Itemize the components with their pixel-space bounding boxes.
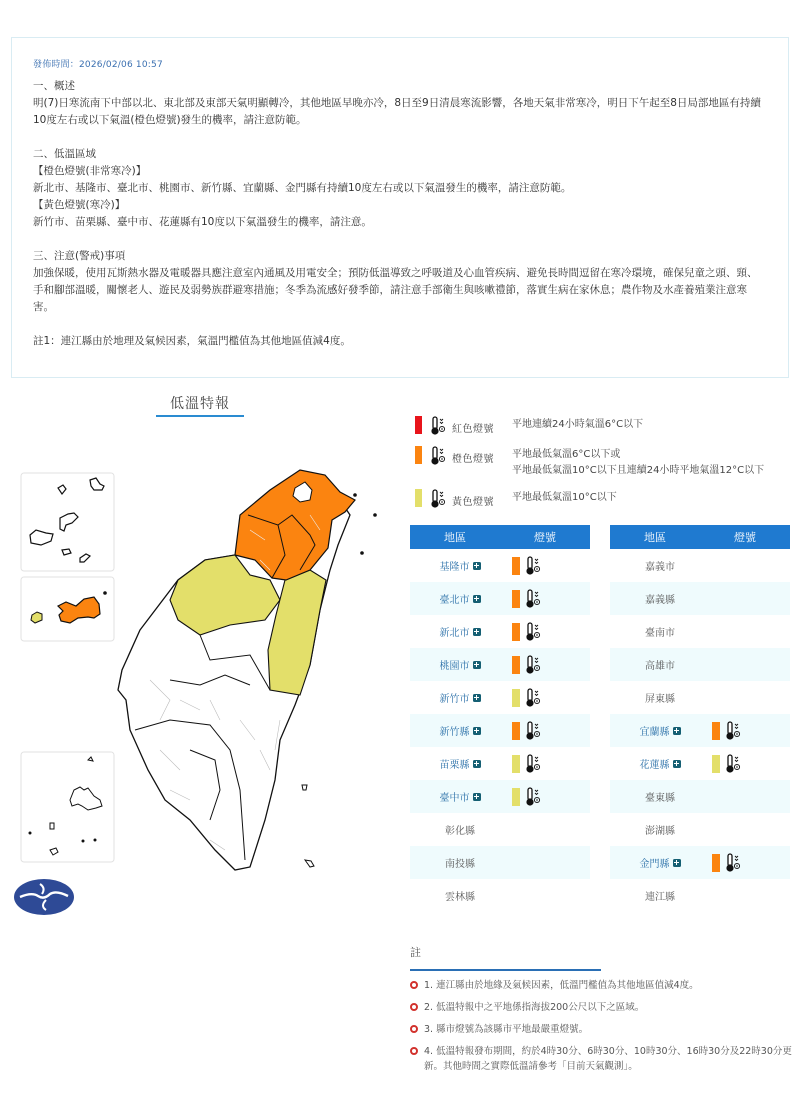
legend-item [415,446,800,479]
thermometer-icon [525,655,541,675]
table-row [410,780,590,813]
notice-sections [33,78,767,350]
table-header [410,525,590,549]
area-cell [610,789,710,804]
cwa-logo-icon [14,879,74,915]
legend-desc-line: 平地最低氣溫6°C以下或 [512,449,621,460]
area-cell[interactable] [610,756,710,771]
legend-desc [512,417,643,433]
notes-title: 註 [410,944,601,971]
county-table-right [610,525,790,912]
expand-plus-icon[interactable] [673,859,681,867]
thermometer-icon [525,556,541,576]
legend-desc-line: 平地最低氣溫10°C以下 [512,492,617,503]
signal-legend [415,416,800,519]
signal-bar [512,557,520,575]
signal-bar [712,722,720,740]
note-text: 3. 縣市燈號為該縣市平地最嚴重燈號。 [424,1024,589,1035]
note-text: 4. 低溫特報發布期間，約於4時30分、6時30分、10時30分、16時30分及22時30分更新。其他時間之實際低溫請參考「目前天氣觀測」。 [424,1046,792,1072]
table-row [610,582,790,615]
legend-desc [512,490,617,506]
signal-bar [512,623,520,641]
legend-desc-line: 平地最低氣溫10°C以下且連續24小時平地氣溫12°C以下 [512,465,765,476]
area-name: 臺東縣 [645,793,675,804]
area-name[interactable]: 新北市 [439,628,470,639]
signal-cell [510,721,590,741]
table-row [410,813,590,846]
header-signal: 燈號 [734,531,756,544]
expand-plus-icon[interactable] [673,760,681,768]
notice-box [11,37,789,378]
area-name: 臺南市 [645,628,675,639]
area-cell [610,591,710,606]
bullet-circle-icon [410,1047,418,1055]
legend-name: 紅色燈號 [452,424,494,435]
thermometer-icon [525,589,541,609]
area-cell[interactable] [610,723,710,738]
table-header [610,525,790,549]
area-cell[interactable] [410,624,510,639]
area-name[interactable]: 苗栗縣 [439,760,470,771]
area-name: 嘉義縣 [645,595,675,606]
legend-desc-line: 平地連續24小時氣溫6°C以下 [512,419,644,430]
bullet-circle-icon [410,981,418,989]
area-cell[interactable] [410,756,510,771]
thermometer-icon [525,721,541,741]
area-name: 彰化縣 [445,826,475,837]
table-row [410,681,590,714]
section-heading: 二、低溫區域 [33,148,96,160]
expand-plus-icon[interactable] [473,760,481,768]
signal-cell [710,721,790,741]
header-area: 地區 [644,531,666,544]
table-row [610,813,790,846]
signal-cell [510,622,590,642]
signal-bar [512,788,520,806]
expand-plus-icon[interactable] [473,793,481,801]
area-cell [410,822,510,837]
area-name[interactable]: 新竹市 [439,694,470,705]
area-name: 嘉義市 [645,562,675,573]
area-cell [410,855,510,870]
legend-name: 橙色燈號 [452,454,494,465]
signal-cell [510,754,590,774]
area-cell[interactable] [410,690,510,705]
area-cell [610,558,710,573]
table-row [410,648,590,681]
thermometer-icon [525,688,541,708]
color-swatch [415,416,422,434]
note-item [410,1022,795,1037]
table-row [410,615,590,648]
thermometer-icon [725,853,741,873]
section-text: 明(7)日寒流南下中部以北、東北部及東部天氣明顯轉冷，其他地區早晚亦冷，8日至9日清晨寒流影響，各地天氣非常寒冷，明日下午起至8日局部地區有持續10度左右或以下氣溫(橙色燈號)發生的機率，請注意防範。 [33,97,761,126]
area-cell [610,657,710,672]
area-cell [610,690,710,705]
bullet-circle-icon [410,1003,418,1011]
signal-bar [512,590,520,608]
thermometer-icon [525,787,541,807]
table-row [410,549,590,582]
thermometer-icon [525,754,541,774]
section-text: 加強保暖，使用瓦斯熱水器及電暖器具應注意室內通風及用電安全；預防低溫導致之呼吸道及心血管疾病、避免長時間逗留在寒冷環境，確保兒童之頭、頸、手和腳部溫暖，關懷老人、遊民及弱勢族群避寒措施；冬季為流感好發季節，請注意手部衛生與咳嗽禮節，落實生病在家休息；農作物及水產養殖業注意寒害。 [33,267,758,313]
note-item [410,1000,795,1015]
expand-plus-icon[interactable] [473,727,481,735]
signal-bar [712,755,720,773]
note-item [410,978,795,993]
table-row [410,747,590,780]
table-row [610,648,790,681]
signal-cell [510,688,590,708]
area-cell[interactable] [610,855,710,870]
bullet-circle-icon [410,1025,418,1033]
table-row [610,681,790,714]
section-heading: 三、注意(警戒)事項 [33,250,126,262]
table-row [410,582,590,615]
expand-plus-icon[interactable] [473,694,481,702]
signal-bar [512,656,520,674]
map-title: 低溫特報 [156,393,244,417]
note-text: 1. 連江縣由於地緣及氣候因素，低溫門檻值為其他地區值減4度。 [424,980,699,991]
section-heading: 一、概述 [33,80,75,92]
legend-item [415,416,800,436]
expand-plus-icon[interactable] [473,661,481,669]
area-name[interactable]: 基隆市 [439,562,470,573]
legend-name: 黃色燈號 [452,497,494,508]
signal-cell [510,589,590,609]
section-text: 新竹市、苗栗縣、臺中市、花蓮縣有10度以下氣溫發生的機率，請注意。 [33,216,372,228]
table-row [610,780,790,813]
area-name[interactable]: 宜蘭縣 [639,727,670,738]
signal-cell [510,655,590,675]
footnote: 註1：連江縣由於地理及氣候因素，氣溫門檻值為其他地區值減4度。 [33,335,351,347]
area-cell [610,624,710,639]
legend-desc [512,447,764,479]
area-cell[interactable] [410,789,510,804]
area-cell [610,822,710,837]
area-name: 南投縣 [445,859,475,870]
signal-bar [712,854,720,872]
color-swatch [415,489,422,507]
area-name: 屏東縣 [645,694,675,705]
county-table-left [410,525,590,912]
signal-cell [510,556,590,576]
area-cell[interactable] [410,591,510,606]
area-name[interactable]: 金門縣 [639,859,670,870]
signal-bar [512,755,520,773]
signal-cell [710,853,790,873]
notes-section [410,944,795,1074]
table-row [410,879,590,912]
expand-plus-icon[interactable] [473,562,481,570]
table-row [610,549,790,582]
area-cell [610,888,710,903]
area-name: 澎湖縣 [645,826,675,837]
thermometer-icon [725,754,741,774]
section-text: 【橙色燈號(非常寒冷)】 [33,165,147,177]
header-signal: 燈號 [534,531,556,544]
signal-bar [512,689,520,707]
table-row [610,846,790,879]
table-row [610,615,790,648]
thermometer-icon [525,622,541,642]
expand-plus-icon[interactable] [473,628,481,636]
signal-cell [510,787,590,807]
table-row [610,747,790,780]
expand-plus-icon[interactable] [673,727,681,735]
thermometer-icon [430,416,446,436]
note-text: 2. 低溫特報中之平地係指海拔200公尺以下之區域。 [424,1002,645,1013]
area-cell [410,888,510,903]
spacer [33,316,767,333]
thermometer-icon [725,721,741,741]
signal-bar [512,722,520,740]
section-text: 【黃色燈號(寒冷)】 [33,199,126,211]
area-name[interactable]: 新竹縣 [439,727,470,738]
table-row [410,714,590,747]
legend-item [415,489,800,509]
header-area: 地區 [444,531,466,544]
section-text: 新北市、基隆市、臺北市、桃園市、新竹縣、宜蘭縣、金門縣有持續10度左右或以下氣溫發生的機率，請注意防範。 [33,182,572,194]
issue-time: 發佈時間：2026/02/06 10:57 [33,60,163,70]
table-row [410,846,590,879]
table-row [610,879,790,912]
area-name[interactable]: 臺北市 [439,595,470,606]
area-name: 雲林縣 [445,892,475,903]
area-name: 高雄市 [645,661,675,672]
area-name[interactable]: 桃園市 [439,661,470,672]
spacer [33,231,767,248]
taiwan-map[interactable] [10,420,400,920]
area-cell[interactable] [410,657,510,672]
table-row [610,714,790,747]
area-cell[interactable] [410,558,510,573]
color-swatch [415,446,422,464]
thermometer-icon [430,489,446,509]
spacer [33,129,767,146]
area-cell[interactable] [410,723,510,738]
expand-plus-icon[interactable] [473,595,481,603]
area-name[interactable]: 臺中市 [439,793,470,804]
note-item [410,1044,795,1074]
area-name[interactable]: 花蓮縣 [639,760,670,771]
area-name: 連江縣 [645,892,675,903]
thermometer-icon [430,446,446,466]
signal-cell [710,754,790,774]
